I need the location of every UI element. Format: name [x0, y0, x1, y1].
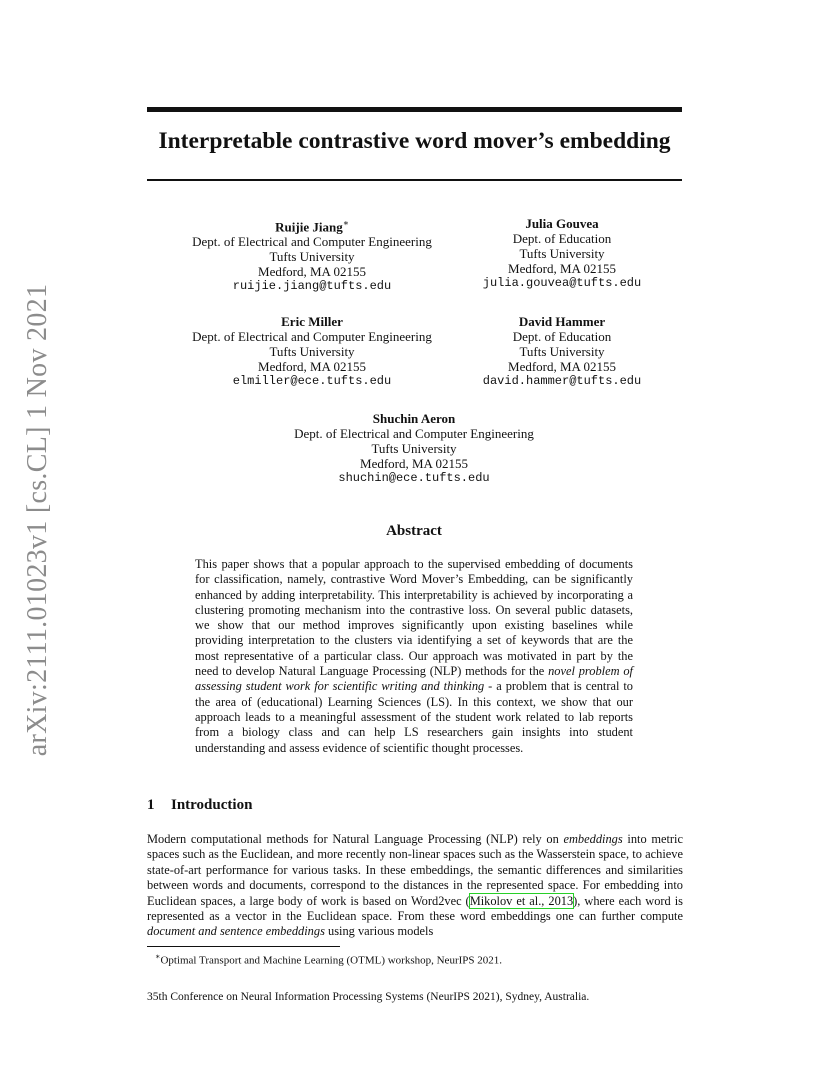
author-department: Dept. of Electrical and Computer Engineering: [192, 234, 432, 250]
author-department: Dept. of Education: [512, 329, 612, 344]
author-name: David Hammer: [518, 314, 606, 329]
author-block-4: [462, 314, 662, 389]
footnote-marker: ∗: [155, 952, 161, 961]
author-university: Tufts University: [269, 344, 355, 359]
author-department: Dept. of Electrical and Computer Engineering: [294, 426, 534, 441]
author-city: Medford, MA 02155: [508, 359, 616, 374]
author-email: julia.gouvea@tufts.edu: [482, 276, 642, 290]
abstract-body: This paper shows that a popular approach to the supervised embedding of documents for classification, namely, contrastive Word Mover’s Embedding, can be significantly enhanced by adding interpretability. This interpretability is achieved by incorporating a clustering promoting mechanism into the contrastive loss. On several public datasets, we show that our method improves significantly upon existing baselines while providing interpretation to the clusters via identifying a set of keywords that are the most representative of a particular class. Our approach was motivated in part by the need to develop Natural Language Processing (NLP) methods for the novel problem of assessing student work for scientific writing and thinking - a problem that is central to the area of (educational) Learning Sciences (LS). In this context, we show that our approach leads to a meaningful assessment of the student work related to lab reports from a biology class and can help LS researchers gain insights into student understanding and assess evidence of scientific thought processes.: [195, 557, 633, 755]
author-university: Tufts University: [519, 344, 605, 359]
author-university: Tufts University: [371, 441, 457, 456]
author-university: Tufts University: [269, 249, 355, 265]
abstract-heading: Abstract: [386, 523, 442, 539]
author-university: Tufts University: [519, 246, 605, 261]
section-number: 1: [147, 797, 155, 813]
author-email: shuchin@ece.tufts.edu: [338, 471, 490, 485]
abstract-italic-phrase: novel problem of assessing student work for scientific writing and thinking: [195, 664, 633, 694]
author-city: Medford, MA 02155: [360, 456, 468, 471]
title-bottom-rule: [147, 179, 682, 181]
author-name: Ruijie Jiang∗: [275, 218, 349, 235]
author-department: Dept. of Education: [512, 231, 612, 246]
author-name: Shuchin Aeron: [372, 411, 456, 426]
author-email: elmiller@ece.tufts.edu: [232, 374, 392, 388]
footnote-marker: ∗: [342, 218, 349, 228]
introduction-paragraph: Modern computational methods for Natural Language Processing (NLP) rely on embeddings into metric spaces such as the Euclidean, and more recently non-linear spaces such as the Wasserstein space, to achieve state-of-art performance for various tasks. In these embeddings, the semantic differences and similarities between words and documents, correspond to the distances in the represented space. For embedding into Euclidean spaces, a large body of work is based on Word2vec (Mikolov et al., 2013), where each word is represented as a vector in the Euclidean space. From these word embeddings one can further compute document and sentence embeddings using various models: [147, 832, 683, 939]
author-block-3: [162, 314, 462, 389]
section-title: Introduction: [171, 797, 253, 813]
author-email: david.hammer@tufts.edu: [482, 374, 642, 388]
arxiv-identifier-stamp: arXiv:2111.01023v1 [cs.CL] 1 Nov 2021: [22, 283, 53, 757]
author-city: Medford, MA 02155: [258, 359, 366, 374]
footnote-text: Optimal Transport and Machine Learning (OTML) workshop, NeurIPS 2021.: [160, 954, 503, 967]
author-name: Eric Miller: [281, 314, 343, 329]
footnote-rule: [147, 946, 340, 947]
author-block-2: [462, 216, 662, 291]
conference-venue-note: 35th Conference on Neural Information Processing Systems (NeurIPS 2021), Sydney, Australia.: [147, 991, 590, 1003]
author-name: Julia Gouvea: [525, 216, 599, 231]
author-block-5: [264, 411, 564, 486]
title-top-rule: [147, 107, 682, 112]
author-department: Dept. of Electrical and Computer Engineering: [192, 329, 432, 344]
paper-title: Interpretable contrastive word mover’s embedding: [158, 128, 671, 154]
author-block-1: [162, 216, 462, 294]
author-email: ruijie.jiang@tufts.edu: [232, 279, 392, 294]
author-city: Medford, MA 02155: [258, 264, 366, 280]
author-city: Medford, MA 02155: [508, 261, 616, 276]
footnote: [155, 950, 502, 968]
citation-link-mikolov[interactable]: Mikolov et al., 2013: [469, 893, 574, 908]
section-heading-introduction: [147, 797, 252, 814]
